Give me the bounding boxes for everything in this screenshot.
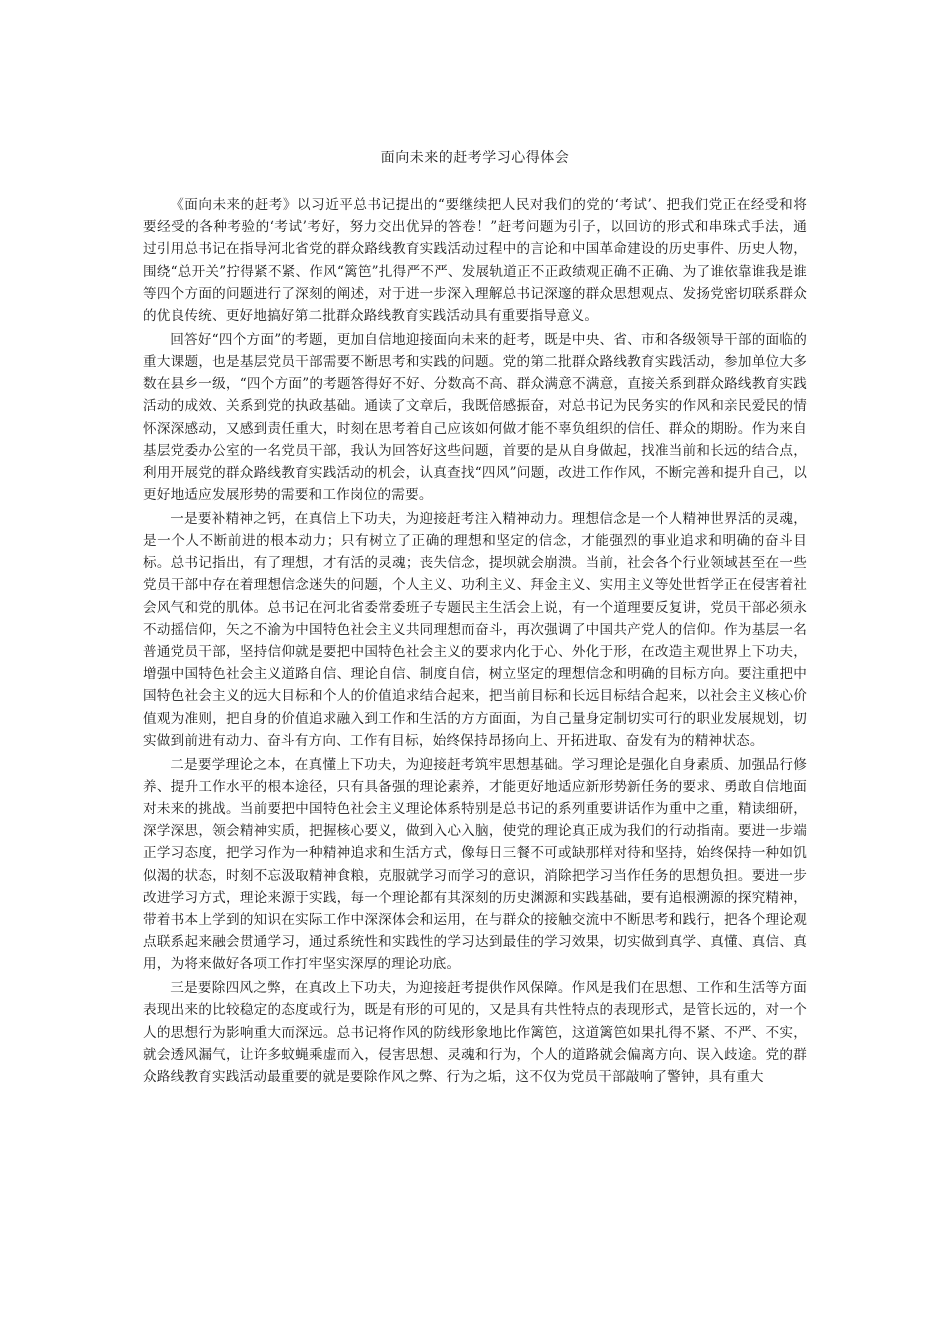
document-title: 面向未来的赶考学习心得体会: [380, 150, 570, 166]
paragraph-point-three: 三是要除四风之弊，在真改上下功夫，为迎接赶考提供作风保障。作风是我们在思想、工作和生活等方面表现出来的比较稳定的态度或行为，既是有形的可见的，又是具有共性特点的表现形式，是管长远的，对一个人的思想行为影响重大而深远。总书记将作风的防线形象地比作篱笆，这道篱笆如果扎得不紧、不严、不实，就会透风漏气，让许多蚊蝇乘虚而入，侵害思想、灵魂和行为，个人的道路就会偏离方向、误入歧途。党的群众路线教育实践活动最重要的就是要除作风之弊、行为之垢，这不仅为党员干部敲响了警钟，具有重大: [143, 980, 807, 1085]
document-body: [143, 194, 807, 1088]
paragraph-four-aspects: 回答好“四个方面”的考题，更加自信地迎接面向未来的赶考，既是中央、省、市和各级领导干部的面临的重大课题，也是基层党员干部需要不断思考和实践的问题。党的第二批群众路线教育实践活动，参加单位大多数在县乡一级，“四个方面”的考题答得好不好、分数高不高、群众满意不满意，直接关系到群众路线教育实践活动的成效、关系到党的执政基础。通读了文章后，我既倍感振奋，对总书记为民务实的作风和亲民爱民的情怀深深感动，又感到责任重大，时刻在思考着自己应该如何做才能不辜负组织的信任、群众的期盼。作为来自基层党委办公室的一名党员干部，我认为回答好这些问题，首要的是从自身做起，找准当前和长远的结合点，利用开展党的群众路线教育实践活动的机会，认真查找“四风”问题，改进工作作风，不断完善和提升自己，以更好地适应发展形势的需要和工作岗位的需要。: [143, 331, 807, 504]
document-page: [143, 148, 807, 1090]
paragraph-point-one: 一是要补精神之钙，在真信上下功夫，为迎接赶考注入精神动力。理想信念是一个人精神世界活的灵魂，是一个人不断前进的根本动力；只有树立了正确的理想和坚定的信念，才能强烈的事业追求和明确的奋斗目标。总书记指出，有了理想，才有活的灵魂；丧失信念，提坝就会崩溃。当前，社会各个行业领域甚至在一些党员干部中存在着理想信念迷失的问题，个人主义、功利主义、拜金主义、实用主义等处世哲学正在侵害着社会风气和党的肌体。总书记在河北省委常委班子专题民主生活会上说，有一个道理要反复讲，党员干部必须永不动摇信仰，矢之不渝为中国特色社会主义共同理想而奋斗，再次强调了中国共产党人的信仰。作为基层一名普通党员干部，坚持信仰就是要把中国特色社会主义的要求内化于心、外化于形，在改造主观世界上下功夫，增强中国特色社会主义道路自信、理论自信、制度自信，树立坚定的理想信念和明确的目标方向。要注重把中国特色社会主义的远大目标和个人的价值追求结合起来，把当前目标和长远目标结合起来，以社会主义核心价值观为准则，把自身的价值追求融入到工作和生活的方方面面，为自己量身定制切实可行的职业发展规划，切实做到前进有动力、奋斗有方向、工作有目标，始终保持昂扬向上、开拓进取、奋发有为的精神状态。: [143, 510, 807, 749]
paragraph-intro: 《面向未来的赶考》以习近平总书记提出的“要继续把人民对我们的党的‘考试’、把我们党正在经受和将要经受的各种考验的‘考试’考好，努力交出优异的答卷！”赶考问题为引子，以回访的形式和串珠式手法，通过引用总书记在指导河北省党的群众路线教育实践活动过程中的言论和中国革命建设的历史事件、历史人物，围绕“总开关”拧得紧不紧、作风“篱笆”扎得严不严、发展轨道正不正政绩观正确不正确、为了谁依靠谁我是谁等四个方面的问题进行了深刻的阐述，对于进一步深入理解总书记深邃的群众思想观点、发扬党密切联系群众的优良传统、更好地搞好第二批群众路线教育实践活动具有重要指导意义。: [143, 197, 807, 325]
paragraph-point-two: 二是要学理论之本，在真懂上下功夫，为迎接赶考筑牢思想基础。学习理论是强化自身素质、加强品行修养、提升工作水平的根本途径，只有具备强的理论素养，才能更好地适应新形势新任务的要求、勇敢自信地面对未来的挑战。当前要把中国特色社会主义理论体系特别是总书记的系列重要讲话作为重中之重，精读细研，深学深思，领会精神实质，把握核心要义，做到入心入脑，使党的理论真正成为我们的行动指南。要进一步端正学习态度，把学习作为一种精神追求和生活方式，像每日三餐不可或缺那样对待和坚持，始终保持一种如饥似渴的状态，时刻不忘汲取精神食粮，克服就学习而学习的意识，消除把学习当作任务的思想负担。要进一步改进学习方式，理论来源于实践，每一个理论都有其深刻的历史渊源和实践基础，要有追根溯源的探究精神，带着书本上学到的知识在实际工作中深深体会和运用，在与群众的接触交流中不断思考和践行，把各个理论观点联系起来融会贯通学习，通过系统性和实践性的学习达到最佳的学习效果，切实做到真学、真懂、真信、真用，为将来做好各项工作打牢坚实深厚的理论功底。: [143, 756, 807, 973]
